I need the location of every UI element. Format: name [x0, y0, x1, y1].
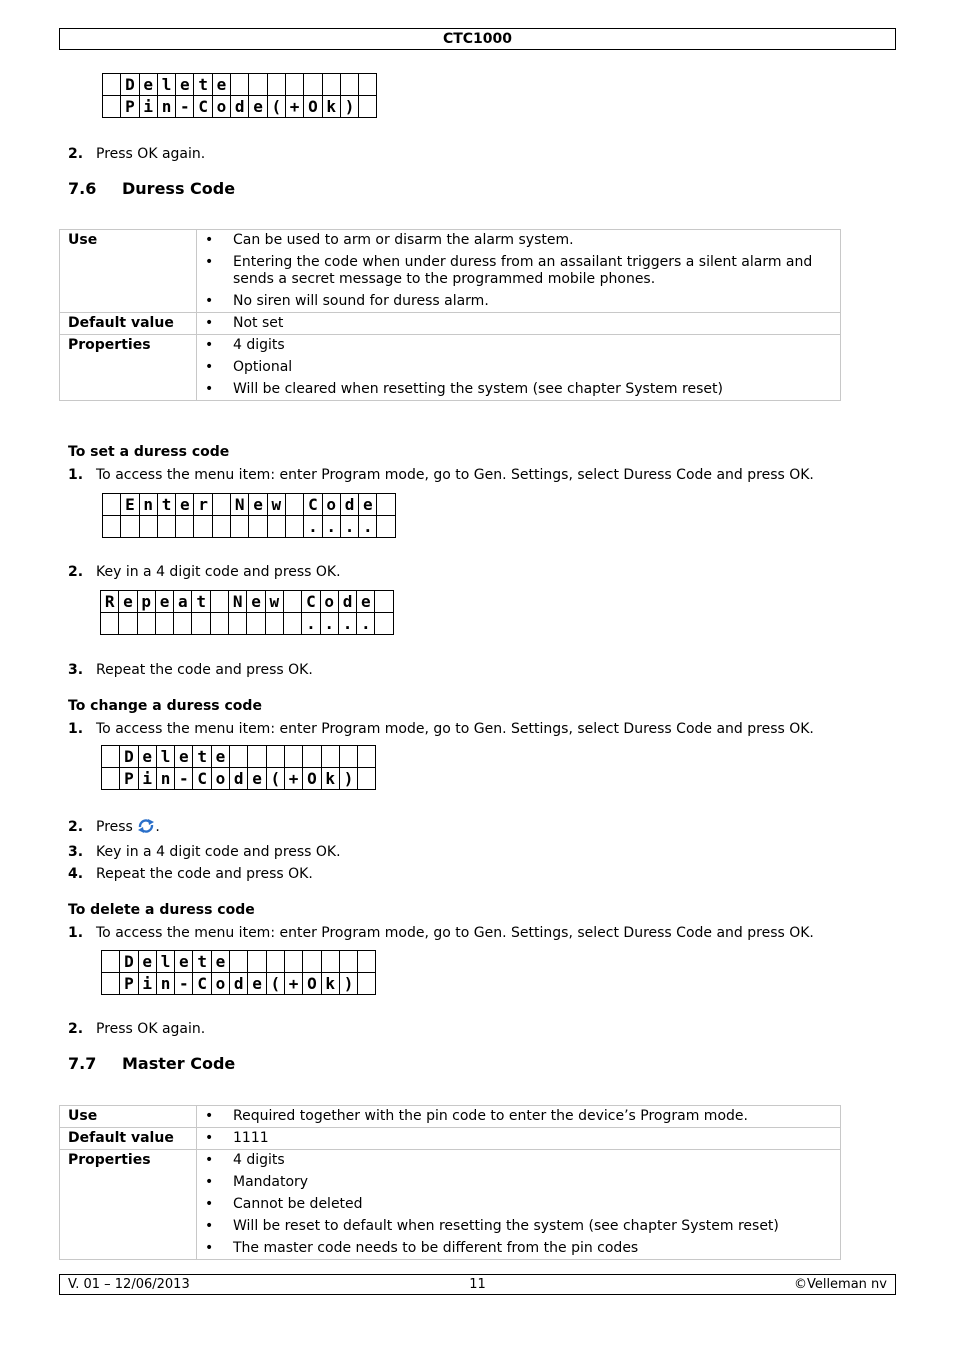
list-item: • 1111 — [205, 1130, 832, 1147]
lcd-cell: i — [138, 973, 156, 995]
lcd-cell — [137, 613, 155, 635]
lcd-cell: N — [231, 494, 249, 516]
lcd-cell: C — [194, 96, 212, 118]
lcd-cell — [231, 516, 249, 538]
lcd-cell: e — [119, 591, 137, 613]
lcd-cell: d — [231, 96, 249, 118]
list-item: • Can be used to arm or disarm the alarm system. — [205, 232, 832, 249]
change-step-1 — [68, 720, 814, 738]
table-row — [60, 1150, 841, 1260]
list-item: • Will be reset to default when resetting the system (see chapter System reset) — [205, 1218, 832, 1235]
list-item: • Will be cleared when resetting the system (see chapter System reset) — [205, 381, 832, 398]
step-text-end: . — [155, 819, 160, 835]
lcd-cell — [121, 516, 139, 538]
lcd-cell: o — [322, 494, 340, 516]
lcd-cell: r — [194, 494, 212, 516]
lcd-cell — [248, 951, 266, 973]
change-step-4 — [68, 865, 313, 883]
subheading-set-duress: To set a duress code — [68, 444, 230, 460]
lcd-cell: p — [137, 591, 155, 613]
page-header: CTC1000 — [59, 28, 896, 50]
lcd-cell — [103, 96, 121, 118]
lcd-cell: - — [175, 973, 193, 995]
lcd-cell: P — [121, 96, 139, 118]
lcd-cell — [303, 746, 321, 768]
lcd-cell — [247, 613, 265, 635]
lcd-cell: - — [176, 96, 194, 118]
lcd-cell: ) — [339, 768, 357, 790]
property-value — [197, 335, 841, 401]
lcd-cell: C — [304, 494, 322, 516]
lcd-cell — [358, 951, 376, 973]
list-item: • Entering the code when under duress from an assailant triggers a silent alarm and sends a secret message to the programmed mobile phones. — [205, 254, 832, 288]
list-item: • Optional — [205, 359, 832, 376]
lcd-cell — [375, 591, 393, 613]
bullet-list — [205, 337, 832, 398]
lcd-cell — [176, 516, 194, 538]
lcd-cell: k — [321, 768, 339, 790]
lcd-cell: e — [212, 74, 230, 96]
refresh-icon — [137, 819, 155, 833]
lcd-cell — [212, 516, 230, 538]
table-row — [60, 1128, 841, 1150]
lcd-cell: i — [138, 768, 156, 790]
lcd-cell: a — [174, 591, 192, 613]
subheading-change-duress: To change a duress code — [68, 698, 262, 714]
lcd-cell — [322, 74, 340, 96]
lcd-cell — [358, 746, 376, 768]
step-press-ok-again — [68, 145, 205, 163]
step-text: Repeat the code and press OK. — [96, 866, 313, 882]
property-key: Default value — [60, 1128, 197, 1150]
list-item: • 4 digits — [205, 337, 832, 354]
change-step-2 — [68, 818, 160, 836]
lcd-cell: e — [138, 746, 156, 768]
step-text: To access the menu item: enter Program mode, go to Gen. Settings, select Duress Code and press OK. — [96, 721, 814, 737]
lcd-row — [103, 74, 377, 96]
step-text: Key in a 4 digit code and press OK. — [96, 844, 341, 860]
change-step-3 — [68, 843, 341, 861]
lcd-cell: D — [120, 951, 138, 973]
set-step-3 — [68, 661, 313, 679]
lcd-cell: k — [321, 973, 339, 995]
lcd-row — [102, 951, 376, 973]
lcd-cell — [192, 613, 210, 635]
lcd-cell — [377, 516, 395, 538]
lcd-cell: w — [265, 591, 283, 613]
lcd-cell: ( — [267, 96, 285, 118]
lcd-cell: e — [247, 591, 265, 613]
lcd-cell — [266, 951, 284, 973]
lcd-cell: P — [120, 973, 138, 995]
set-step-1 — [68, 466, 814, 484]
lcd-cell: k — [322, 96, 340, 118]
property-value — [197, 230, 841, 313]
footer-version: V. 01 – 12/06/2013 — [68, 1277, 190, 1292]
lcd-cell: . — [357, 613, 375, 635]
lcd-cell — [284, 746, 302, 768]
step-text: Press OK again. — [96, 146, 206, 162]
lcd-cell: t — [193, 951, 211, 973]
property-value — [197, 313, 841, 335]
lcd-cell: e — [249, 494, 267, 516]
step-number: 3. — [68, 844, 84, 860]
lcd-cell: o — [320, 591, 338, 613]
lcd-cell — [266, 746, 284, 768]
lcd-cell: . — [359, 516, 377, 538]
lcd-cell — [101, 613, 119, 635]
bullet-list — [205, 1130, 832, 1147]
lcd-cell: + — [284, 973, 302, 995]
lcd-cell: O — [304, 96, 322, 118]
lcd-cell: e — [357, 591, 375, 613]
lcd-cell: e — [211, 746, 229, 768]
lcd-cell: d — [340, 494, 358, 516]
lcd-cell — [174, 613, 192, 635]
lcd-cell: + — [284, 768, 302, 790]
lcd-cell — [375, 613, 393, 635]
lcd-cell — [155, 613, 173, 635]
lcd-cell: e — [139, 74, 157, 96]
lcd-cell — [303, 951, 321, 973]
lcd-cell: . — [320, 613, 338, 635]
lcd-cell — [103, 74, 121, 96]
lcd-cell: + — [285, 96, 303, 118]
property-key: Properties — [60, 1150, 197, 1260]
property-key: Use — [60, 230, 197, 313]
delete-step-1 — [68, 924, 814, 942]
lcd-cell — [340, 74, 358, 96]
lcd-cell: . — [304, 516, 322, 538]
lcd-cell — [229, 613, 247, 635]
property-value — [197, 1128, 841, 1150]
bullet-list — [205, 1152, 832, 1257]
section-heading-7-7 — [68, 1054, 235, 1073]
lcd-cell — [285, 494, 303, 516]
lcd-cell: w — [267, 494, 285, 516]
lcd-cell — [359, 74, 377, 96]
lcd-cell — [139, 516, 157, 538]
lcd-cell: C — [302, 591, 320, 613]
lcd-cell: o — [212, 96, 230, 118]
property-key: Use — [60, 1106, 197, 1128]
property-value — [197, 1106, 841, 1128]
lcd-cell — [285, 74, 303, 96]
lcd-display-enter-new-code — [102, 493, 396, 538]
step-text: Key in a 4 digit code and press OK. — [96, 564, 341, 580]
lcd-cell — [377, 494, 395, 516]
list-item: • The master code needs to be different from the pin codes — [205, 1240, 832, 1257]
lcd-cell — [102, 746, 120, 768]
lcd-cell: ) — [340, 96, 358, 118]
step-text: Press — [96, 819, 133, 835]
lcd-cell: P — [120, 768, 138, 790]
step-number: 3. — [68, 662, 84, 678]
lcd-cell: D — [121, 74, 139, 96]
lcd-cell: d — [230, 973, 248, 995]
step-number: 2. — [68, 146, 84, 162]
lcd-cell: E — [121, 494, 139, 516]
lcd-cell: - — [175, 768, 193, 790]
lcd-cell — [102, 973, 120, 995]
lcd-cell — [103, 516, 121, 538]
lcd-cell: R — [101, 591, 119, 613]
lcd-cell: e — [138, 951, 156, 973]
lcd-cell — [304, 74, 322, 96]
lcd-cell — [339, 746, 357, 768]
bullet-list — [205, 315, 832, 332]
step-text: Press OK again. — [96, 1021, 206, 1037]
lcd-cell: ) — [339, 973, 357, 995]
duress-code-properties-table — [59, 229, 841, 401]
table-row — [60, 1106, 841, 1128]
lcd-cell — [102, 768, 120, 790]
step-number: 1. — [68, 467, 84, 483]
lcd-row — [101, 591, 394, 613]
lcd-display-delete-top — [102, 73, 377, 118]
table-row — [60, 335, 841, 401]
list-item: • 4 digits — [205, 1152, 832, 1169]
lcd-cell: l — [156, 746, 174, 768]
lcd-cell: t — [194, 74, 212, 96]
lcd-cell: D — [120, 746, 138, 768]
step-number: 1. — [68, 925, 84, 941]
lcd-cell — [321, 951, 339, 973]
section-title: Duress Code — [122, 179, 236, 198]
lcd-cell: n — [156, 768, 174, 790]
step-text: To access the menu item: enter Program mode, go to Gen. Settings, select Duress Code and press OK. — [96, 925, 814, 941]
lcd-cell: O — [303, 768, 321, 790]
step-number: 4. — [68, 866, 84, 882]
lcd-cell: e — [248, 973, 266, 995]
lcd-cell — [210, 613, 228, 635]
property-key: Properties — [60, 335, 197, 401]
lcd-cell: d — [338, 591, 356, 613]
lcd-cell: e — [359, 494, 377, 516]
lcd-cell: l — [156, 951, 174, 973]
lcd-cell — [358, 973, 376, 995]
lcd-cell — [231, 74, 249, 96]
lcd-cell: O — [303, 973, 321, 995]
lcd-cell: N — [229, 591, 247, 613]
list-item: • Required together with the pin code to enter the device’s Program mode. — [205, 1108, 832, 1125]
lcd-cell — [157, 516, 175, 538]
property-key: Default value — [60, 313, 197, 335]
lcd-row — [103, 516, 396, 538]
lcd-cell — [358, 768, 376, 790]
lcd-cell — [194, 516, 212, 538]
lcd-cell — [102, 951, 120, 973]
list-item: • Mandatory — [205, 1174, 832, 1191]
footer-page-number: 11 — [469, 1277, 486, 1292]
lcd-cell: t — [157, 494, 175, 516]
lcd-cell — [339, 951, 357, 973]
lcd-cell: e — [176, 74, 194, 96]
list-item: • Not set — [205, 315, 832, 332]
delete-step-2 — [68, 1020, 205, 1038]
lcd-cell: e — [155, 591, 173, 613]
lcd-cell: C — [193, 973, 211, 995]
step-text: To access the menu item: enter Program mode, go to Gen. Settings, select Duress Code and press OK. — [96, 467, 814, 483]
lcd-cell — [321, 746, 339, 768]
lcd-cell: o — [211, 973, 229, 995]
set-step-2 — [68, 563, 341, 581]
lcd-cell — [285, 516, 303, 538]
lcd-cell: . — [338, 613, 356, 635]
lcd-cell — [249, 516, 267, 538]
lcd-cell — [248, 746, 266, 768]
lcd-cell — [267, 74, 285, 96]
lcd-row — [102, 768, 376, 790]
lcd-row — [102, 746, 376, 768]
lcd-row — [103, 96, 377, 118]
bullet-list — [205, 232, 832, 310]
lcd-cell — [103, 494, 121, 516]
lcd-cell: e — [176, 494, 194, 516]
section-number: 7.6 — [68, 179, 97, 198]
lcd-display-delete-bottom — [101, 950, 376, 995]
step-number: 2. — [68, 564, 84, 580]
subheading-delete-duress: To delete a duress code — [68, 902, 255, 918]
lcd-cell — [267, 516, 285, 538]
lcd-cell: . — [340, 516, 358, 538]
list-item: • Cannot be deleted — [205, 1196, 832, 1213]
lcd-cell — [119, 613, 137, 635]
footer-copyright: ©Velleman nv — [793, 1277, 887, 1292]
lcd-cell: t — [193, 746, 211, 768]
lcd-cell — [359, 96, 377, 118]
lcd-cell: n — [156, 973, 174, 995]
lcd-cell: l — [157, 74, 175, 96]
lcd-cell — [230, 951, 248, 973]
lcd-cell — [265, 613, 283, 635]
section-heading-7-6 — [68, 179, 235, 198]
master-code-properties-table — [59, 1105, 841, 1260]
table-row — [60, 230, 841, 313]
lcd-cell: o — [211, 768, 229, 790]
lcd-cell: d — [230, 768, 248, 790]
lcd-cell: e — [249, 96, 267, 118]
lcd-cell: e — [175, 951, 193, 973]
section-number: 7.7 — [68, 1054, 97, 1073]
lcd-row — [103, 494, 396, 516]
property-value — [197, 1150, 841, 1260]
lcd-cell: C — [193, 768, 211, 790]
list-item: • No siren will sound for duress alarm. — [205, 293, 832, 310]
lcd-cell: ( — [266, 973, 284, 995]
lcd-display-delete-change — [101, 745, 376, 790]
lcd-cell — [283, 591, 301, 613]
lcd-row — [101, 613, 394, 635]
lcd-cell: . — [302, 613, 320, 635]
lcd-cell: e — [211, 951, 229, 973]
step-number: 2. — [68, 1021, 84, 1037]
step-text: Repeat the code and press OK. — [96, 662, 313, 678]
table-row — [60, 313, 841, 335]
bullet-list — [205, 1108, 832, 1125]
lcd-cell: e — [175, 746, 193, 768]
lcd-cell — [212, 494, 230, 516]
section-title: Master Code — [122, 1054, 236, 1073]
lcd-row — [102, 973, 376, 995]
lcd-cell: i — [139, 96, 157, 118]
lcd-cell: . — [322, 516, 340, 538]
lcd-cell — [249, 74, 267, 96]
page-footer — [59, 1274, 896, 1295]
step-number: 1. — [68, 721, 84, 737]
lcd-cell: t — [192, 591, 210, 613]
lcd-cell: n — [157, 96, 175, 118]
lcd-cell — [230, 746, 248, 768]
lcd-cell — [284, 951, 302, 973]
step-number: 2. — [68, 819, 84, 835]
lcd-cell: n — [139, 494, 157, 516]
lcd-display-repeat-new-code — [100, 590, 394, 635]
lcd-cell: e — [248, 768, 266, 790]
lcd-cell — [283, 613, 301, 635]
lcd-cell — [210, 591, 228, 613]
lcd-cell: ( — [266, 768, 284, 790]
